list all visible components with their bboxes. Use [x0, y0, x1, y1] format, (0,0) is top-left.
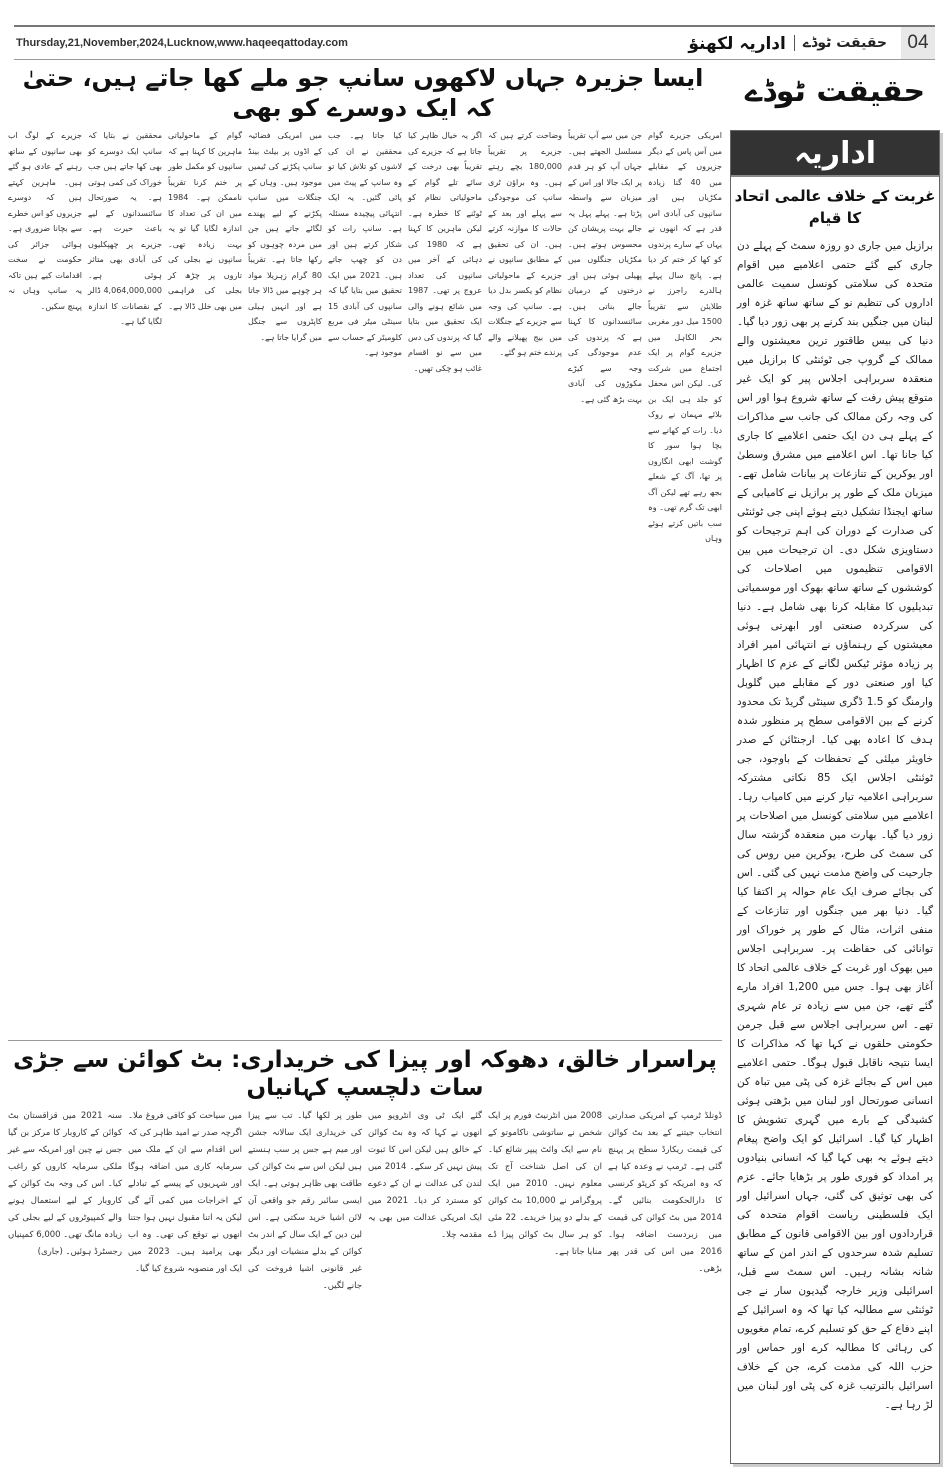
article-column: 2008 میں انٹرنیٹ فورم پر ایک شخص نے ساتوشی ناکاموتو کے نام سے ایک وائٹ پیپر شائع کیا۔ ان کی اصل شناخت آج تک معلوم نہیں۔ 2010 میں ایک پروگرامر نے 10,000 بٹ کوائن کے بدلے دو پیزا خریدے۔ 22 مئی کو ہر سال بٹ کوائن پیزا ڈے منایا جاتا ہے۔ [488, 1111, 603, 1257]
article-column: جزیرے کے لوگ اب بھی سانپوں کے ساتھ رہنے کے عادی ہو گئے ہیں۔ ماہرین کہتے ہیں کہ دوسرے جزیروں کو اس خطرے سے بچانا ضروری ہے۔ ہوائی جزائر کی حکومت نے سخت اقدامات کیے ہیں تاکہ یہ سانپ وہاں نہ پہنچ سکیں۔ [8, 131, 82, 311]
newspaper-logo: حقیقت ٹوڈے [744, 74, 926, 109]
editorial-title: غربت کے خلاف عالمی اتحاد کا قیام [734, 187, 936, 227]
article-column: سنہ 2021 میں قزاقستان بٹ کوائن کے کاروبار کا مرکز بن گیا جس نے چین اور امریکہ سے غیر ملکی سرمایہ کاروں کو راغب کیا۔ اس کی وجہ بٹ کوائن کے کاروبار کے لیے استعمال ہونے والے کمپیوٹروں کے لیے بجلی کی زیادہ مانگ تھی۔ 6,000 کمپنیاں رجسٹرڈ ہوئیں۔ (جاری) [8, 1111, 122, 1257]
newspaper-mini-logo: حقیقت ٹوڈے [794, 35, 895, 51]
section-name: اداریہ لکھنؤ [688, 33, 786, 54]
masthead-bar [14, 25, 935, 60]
editorial-label: اداریہ [731, 131, 939, 177]
article-column: طور پر لکھا گیا۔ تب سے پیزا کی خریداری ایک سالانہ جشن اور میم ہے جس پر سب ہنستے ہیں لیکن اس سے بٹ کوائن کی طاقت بھی ظاہر ہوتی ہے۔ ایک ایسی سائبر رقم جو واقعی آن لائن اشیا خرید سکتی ہے۔ اس لین دین کے ایک سال کے اندر بٹ کوائن کے بدلے منشیات اور دیگر غیر قانونی اشیا فروخت کی جانے لگیں۔ [248, 1111, 362, 1291]
article-column: وضاحت کرتے ہیں کہ جزیرے پر تقریباً 180,000 بچے رہتے ہیں۔ وہ براؤن ٹری سانپ کی موجودگی سے پہلے اور بعد کے حالات کا موازنہ کرتے ہیں۔ ان کی تحقیق کے مطابق سانپوں نے جزیرے کے ماحولیاتی نظام کو یکسر بدل دیا ہے۔ سانپ کی وجہ سے جزیرے کے جنگلات میں بیج پھیلانے والے پرندے ختم ہو گئے۔ [488, 131, 562, 357]
article-column: کیا جاتا ہے۔ جب محققین نے ان کی لاشوں کو تلاش کیا تو وہ سانپ کے پیٹ میں پائی گئیں۔ یہ ایک انتہائی پیچیدہ مسئلہ ہے۔ سانپ رات کو شکار کرتے ہیں اور دن کو چھپ جاتے ہیں۔ 2021 میں ایک تحقیق میں بتایا گیا کہ سانپوں کی آبادی 15 سینٹی میٹر فی مربع کلومیٹر کے حساب سے موجود ہے۔ [328, 131, 403, 357]
article-column: جن میں سے آپ تقریباً مسلسل الجھتے ہیں۔ جہاں آپ کو ہر قدم پر ایک جالا اور اس کے میزبان سے واسطہ پڑتا ہے۔ پہلے پہل یہ جالے بہت پریشان کن محسوس ہوتے ہیں۔ مکڑیاں جنگلوں میں پھیلی ہوئی ہیں اور درختوں کے درمیان جالے بناتی ہیں۔ سائنسدانوں کا کہنا ہے کہ پرندوں کی عدم موجودگی کی وجہ سے کیڑے مکوڑوں کی آبادی بہت بڑھ گئی ہے۔ [568, 131, 642, 404]
bottom-headline: پراسرار خالق، دھوکہ اور پیزا کی خریداری: بٹ کوائن سے جڑی سات دلچسپ کہانیاں [13, 1047, 717, 1101]
article-column: گئے ایک ٹی وی انٹرویو میں انھوں نے کہا کہ وہ بٹ کوائن کے خالق ہیں لیکن اس کا ثبوت پیش نہیں کر سکے۔ 2014 میں لندن کی عدالت نے ان کے دعوے کو مسترد کر دیا۔ 2021 میں ایک امریکی عدالت میں بھی یہ مقدمہ چلا۔ [368, 1111, 482, 1240]
article-column: میں امریکی فضائیہ کے اڈوں پر بیلٹ بینڈ سانپ پکڑنے کی ٹیمیں موجود ہیں۔ وہاں کے جنگلات میں سانپ پکڑنے کے لیے پھندے لگائے جاتے ہیں جن میں مردہ چوہوں کو رکھا جاتا ہے۔ تقریباً 80 گرام زہریلا مواد ہر چوہے میں ڈالا جاتا ہے اور انہیں ہیلی کاپٹروں سے جنگل میں گرایا جاتا ہے۔ [248, 131, 322, 342]
article-column: ڈونلڈ ٹرمپ کے امریکی صدارتی انتخاب جیتنے کے بعد بٹ کوائن کی قیمت ریکارڈ سطح پر پہنچ گئی ہے۔ ٹرمپ نے وعدہ کیا ہے کہ وہ امریکہ کو کرپٹو کرنسی کا دارالحکومت بنائیں گے۔ 2014 میں بٹ کوائن کی قیمت میں زبردست اضافہ ہوا۔ 2016 میں اس کی قدر پھر بڑھی۔ [608, 1111, 722, 1274]
article-column: اگر یہ خیال ظاہر کیا جاتا ہے کہ جزیرے کی تقریباً بھی درخت کے سائے تلے گوام کے ماحولیاتی نظام کو ٹوٹنے کا خطرہ ہے۔ لیکن ماہرین کا کہنا ہے کہ 1980 کی دہائی کے آخر میں سانپوں کی تعداد عروج پر تھی۔ 1987 میں شائع ہونے والی ایک تحقیق میں بتایا گیا کہ پرندوں کی دس میں سے نو اقسام غائب ہو چکی تھیں۔ [408, 131, 482, 373]
article-column: امریکی جزیرے گوام میں آس پاس کے دیگر جزیروں کے مقابلے میں 40 گنا زیادہ مکڑیاں ہیں اور سانپوں کی آبادی اس قدر ہے کہ انھوں نے یہاں کے سارے پرندوں کو کھا کر ختم کر دیا ہے۔ پانچ سال پہلے ہالدرے راجرز نے طلایئن سے تقریباً 1500 میل دور مغربی بحر الکاہل میں جزیرے گوام پر ایک اجتماع میں شرکت کی۔ لیکن اس محفل کو جلد ہی ایک بن بلائے مہمان نے روک دیا۔ رات کے کھانے سے بچا ہوا سور کا گوشت ابھی انگاروں پر تھا، آگ کے شعلے بجھ رہے تھے لیکن آگ ابھی تک گرم تھی۔ وہ سب باتیں کرتے ہوئے وہاں [648, 131, 722, 543]
page-number: 04 [901, 27, 935, 59]
article-column: محققین نے بتایا کہ سانپ ایک دوسرے کو بھی کھا جاتے ہیں جب خوراک کی کمی ہوتی ہے۔ یہ صورتحال سائنسدانوں کے لیے باعث حیرت ہے۔ جزیرے پر چھپکلیوں کی آبادی بھی متاثر ہوئی ہے۔ 4,064,000,000 ڈالر کے نقصانات کا اندازہ لگایا گیا ہے۔ [88, 131, 162, 326]
editorial-box [730, 130, 940, 1464]
section-divider [8, 1040, 722, 1041]
editorial-text: برازیل میں جاری دو روزہ سمٹ کے پہلے دن جاری کیے گئے حتمی اعلامیے میں اقوام متحدہ کی سلامتی کونسل سمیت عالمی اداروں کی تنظیم نو کے ساتھ ساتھ غزہ اور لبنان میں جنگیں بند کرنے پر بھی زور دیا گیا۔ دنیا کی بیس طاقتور ترین معیشتوں والے ممالک کے گروپ جی ٹوئنٹی کا برازیل میں منعقدہ سربراہی اجلاس پیر کو ایک غیر متوقع پیش رفت کے ساتھ شروع ہوا اور اس کی وجہ رکن ممالک کی جانب سے مذاکرات کے پہلے ہی دن ایک حتمی اعلامیے کا جاری کیا جانا تھا۔ اس اعلامیے میں مشرق وسطیٰ اور یوکرین کے تنازعات پر بیانات شامل تھے۔ میزبان ملک کے طور پر برازیل نے کامیابی کے ساتھ ایجنڈا تشکیل دیتے ہوئے اپنی جی ٹوئنٹی کی صدارت کے دوران کی اہم ترجیحات کو دستاویزی شکل دی۔ ان ترجیحات میں بین الاقوامی تنظیموں میں اصلاحات کی کوششوں کے ساتھ ساتھ بھوک اور موسمیاتی تبدیلیوں کا مقابلہ کرنا بھی شامل ہے۔ دنیا کی سرکردہ صنعتی اور ابھرتی ہوئی معیشتوں کے رہنماؤں نے انتہائی امیر افراد پر زیادہ مؤثر ٹیکس لگانے کے عزم کا اظہار کیا اور صنعتی دور کے مقابلے میں گلوبل وارمنگ کو 1.5 ڈگری سینٹی گریڈ تک محدود کرنے کے بین الاقوامی سطح پر منظور شدہ ہدف کا اعادہ بھی کیا۔ ارجنٹائن کے صدر خاویئر میلئی کے تحفظات کے باوجود، جی ٹوئنٹی اجلاس ایک 85 نکاتی مشترکہ سربراہی اعلامیہ تیار کرنے میں کامیاب رہا۔ اعلامیے میں سلامتی کونسل میں اصلاحات پر زور دیا گیا۔ بھارت میں منعقدہ گزشتہ سال کی سمٹ کی طرح، یوکرین میں روس کی جارحیت کی واضح مذمت نہیں کی گئی۔ اس کی بجائے صرف ایک عام حوالہ پر اکتفا کیا گیا۔ دنیا بھر میں جنگوں اور تنازعات کے منفی اثرات، مثال کے طور پر خوراک اور توانائی کی حفاظت پر۔ سربراہی اجلاس میں بھوک اور غربت کے خلاف عالمی اتحاد کا آغاز بھی ہوا۔ جس میں 1,200 افراد مارے گئے تھے، جن میں سے زیادہ تر عام شہری تھے۔ اس سربراہی اجلاس سے قبل جرمن حکومتی حلقوں نے کہا تھا کہ مذاکرات کا ایسا نتیجہ ناقابل قبول ہوگا۔ حتمی اعلامیے میں اس کے بجائے غزہ کی پٹی میں تباہ کن انسانی صورتحال اور لبنان میں بڑھتی ہوئی کشیدگی کے بارے میں گہری تشویش کا اظہار کیا گیا۔ اسرائیل کو ایک واضح پیغام دیتے ہوئے یہ بھی کہا گیا کہ انسانی بنیادوں پر امداد کو فوری طور پر بڑھایا جائے۔ عزم کی بھی توثیق کی گئی، جہاں اسرائیل اور ایک فلسطینی ریاست اقوام متحدہ کی قراردادوں اور بین الاقوامی قانون کے مطابق تسلیم شدہ سرحدوں کے اندر امن کے ساتھ شانہ بشانہ رہیں۔ اس سمٹ سے قبل، اسرائیلی وزیر خارجہ گیدیون سار نے جی ٹوئنٹی سے مطالبہ کیا تھا کہ وہ اسرائیل کے اپنے دفاع کے حق کو تسلیم کرے، تمام مغویوں کی رہائی کا مطالبہ کرے اور حماس اور حزب اللہ کی مذمت کرے، جن کے خلاف اسرائیل بالترتیب غزہ کی پٹی اور لبنان میں لڑ رہا ہے۔ [737, 240, 933, 1411]
article-column: گوام کے ماحولیاتی ماہرین کا کہنا ہے کہ سانپوں کو مکمل طور پر ختم کرنا تقریباً ناممکن ہے۔ 1984 میں ان کی تعداد کا اندازہ لگایا گیا تو یہ بہت زیادہ تھی۔ سانپوں نے بجلی کی تاروں پر چڑھ کر بجلی کی فراہمی میں بھی خلل ڈالا ہے۔ [168, 131, 242, 311]
bottom-article-body [8, 1108, 722, 1464]
masthead-right [680, 27, 935, 59]
main-headline: ایسا جزیرہ جہاں لاکھوں سانپ جو ملے کھا جاتے ہیں، حتیٰ کہ ایک دوسرے کو بھی [22, 64, 704, 122]
main-article-body [8, 128, 722, 1034]
dateline: Thursday,21,November,2024,Lucknow,www.haqeeqattoday.com [16, 37, 348, 49]
article-column: میں سیاحت کو کافی فروغ ملا۔ اگرچہ صدر نے امید ظاہر کی کہ اس اقدام سے ان کے ملک میں سرمایہ کاری میں اضافہ ہوگا اور شہریوں کے پیسے کے تبادلے کے اخراجات میں کمی آئے گی لیکن یہ اتنا مقبول نہیں ہوا جتنا انھوں نے توقع کی تھی۔ وہ اب بھی پرامید ہیں۔ 2023 میں ایک اور منصوبہ شروع کیا گیا۔ [128, 1111, 243, 1274]
